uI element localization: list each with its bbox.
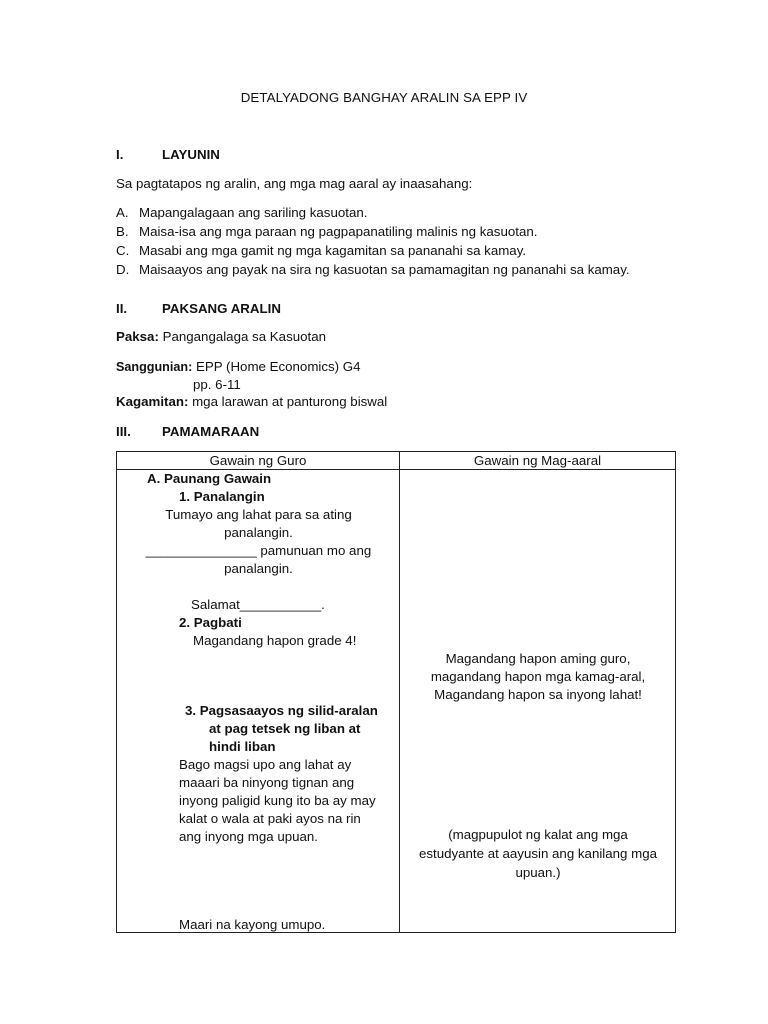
step-1-line: panalangin. (224, 525, 293, 540)
pamamaraan-table (116, 451, 676, 933)
table-header-row (117, 452, 676, 470)
section-1-title: LAYUNIN (162, 147, 220, 162)
umupo-line: Maari na kayong umupo. (179, 917, 326, 932)
step-2-line: Magandang hapon grade 4! (193, 633, 357, 648)
section-2-number: II. (116, 301, 128, 316)
kalat-response-line: (magpupulot ng kalat ang mga (448, 827, 628, 842)
step-1-line: Tumayo ang lahat para sa ating (165, 507, 352, 522)
part-a-heading: A. Paunang Gawain (147, 471, 272, 486)
step-3-body-line: kalat o wala at paki ayos na rin (179, 811, 361, 826)
layunin-intro: Sa pagtatapos ng aralin, ang mga mag aaral ay inaasahang: (116, 176, 473, 191)
objective-letter: C. (116, 243, 130, 258)
objective-a (116, 205, 367, 220)
paksa-label: Paksa: (116, 329, 159, 344)
objective-letter: B. (116, 224, 129, 239)
section-2-title: PAKSANG ARALIN (162, 301, 281, 316)
step-2-heading: 2. Pagbati (179, 615, 242, 630)
salamat-line: Salamat___________. (191, 597, 325, 612)
kagamitan-label: Kagamitan: (116, 394, 189, 409)
step-1-line: _______________ pamunuan mo ang (145, 543, 372, 558)
kalat-response-line: upuan.) (515, 865, 561, 880)
step-3-body-line: maaari ba ninyong tignan ang (179, 775, 355, 790)
objective-letter: A. (116, 205, 129, 220)
pagbati-response-line: Magandang hapon sa inyong lahat! (434, 687, 642, 702)
step-1-heading: 1. Panalangin (179, 489, 265, 504)
objective-c (116, 243, 526, 258)
mag-aaral-cell (400, 470, 676, 933)
objective-text: Maisaayos ang payak na sira ng kasuotan sa pamamagitan ng pananahi sa kamay. (139, 262, 630, 277)
paksa-line (116, 329, 326, 344)
table-row (117, 470, 676, 933)
sanggunian-pages: pp. 6-11 (193, 377, 241, 392)
document-title: DETALYADONG BANGHAY ARALIN SA EPP IV (240, 90, 528, 105)
kagamitan-value: mga larawan at panturong biswal (192, 394, 388, 409)
step-3-heading: hindi liban (209, 739, 276, 754)
sanggunian-line (116, 359, 361, 374)
step-3-body-line: inyong paligid kung ito ba ay may (179, 793, 376, 808)
objective-d (116, 262, 630, 277)
sanggunian-label: Sanggunian: (116, 360, 193, 374)
step-3-heading: 3. Pagsasaayos ng silid-aralan (185, 703, 378, 718)
objective-letter: D. (116, 262, 130, 277)
objective-text: Masabi ang mga gamit ng mga kagamitan sa pananahi sa kamay. (139, 243, 527, 258)
pagbati-response-line: magandang hapon mga kamag-aral, (430, 669, 646, 684)
paksa-value: Pangangalaga sa Kasuotan (162, 329, 326, 344)
step-3-heading: at pag tetsek ng liban at (209, 721, 361, 736)
objective-text: Mapangalagaan ang sariling kasuotan. (139, 205, 368, 220)
objective-b (116, 224, 537, 239)
objective-text: Maisa-isa ang mga paraan ng pagpapanatiling malinis ng kasuotan. (139, 224, 538, 239)
step-3-body-line: ang inyong mga upuan. (179, 829, 318, 844)
step-3-body-line: Bago magsi upo ang lahat ay (179, 757, 352, 772)
header-gawain-guro: Gawain ng Guro (117, 452, 400, 470)
sanggunian-value: EPP (Home Economics) G4 (195, 359, 361, 374)
pagbati-response-line: Magandang hapon aming guro, (445, 651, 631, 666)
section-1-number: I. (116, 147, 124, 162)
section-3-title: PAMAMARAAN (162, 424, 260, 439)
step-1-line: panalangin. (224, 561, 293, 576)
kalat-response-line: estudyante at aayusin ang kanilang mga (418, 846, 658, 861)
guro-cell (117, 470, 400, 933)
header-gawain-mag-aaral: Gawain ng Mag-aaral (400, 452, 676, 470)
section-3-number: III. (116, 424, 131, 439)
kagamitan-line (116, 394, 387, 409)
